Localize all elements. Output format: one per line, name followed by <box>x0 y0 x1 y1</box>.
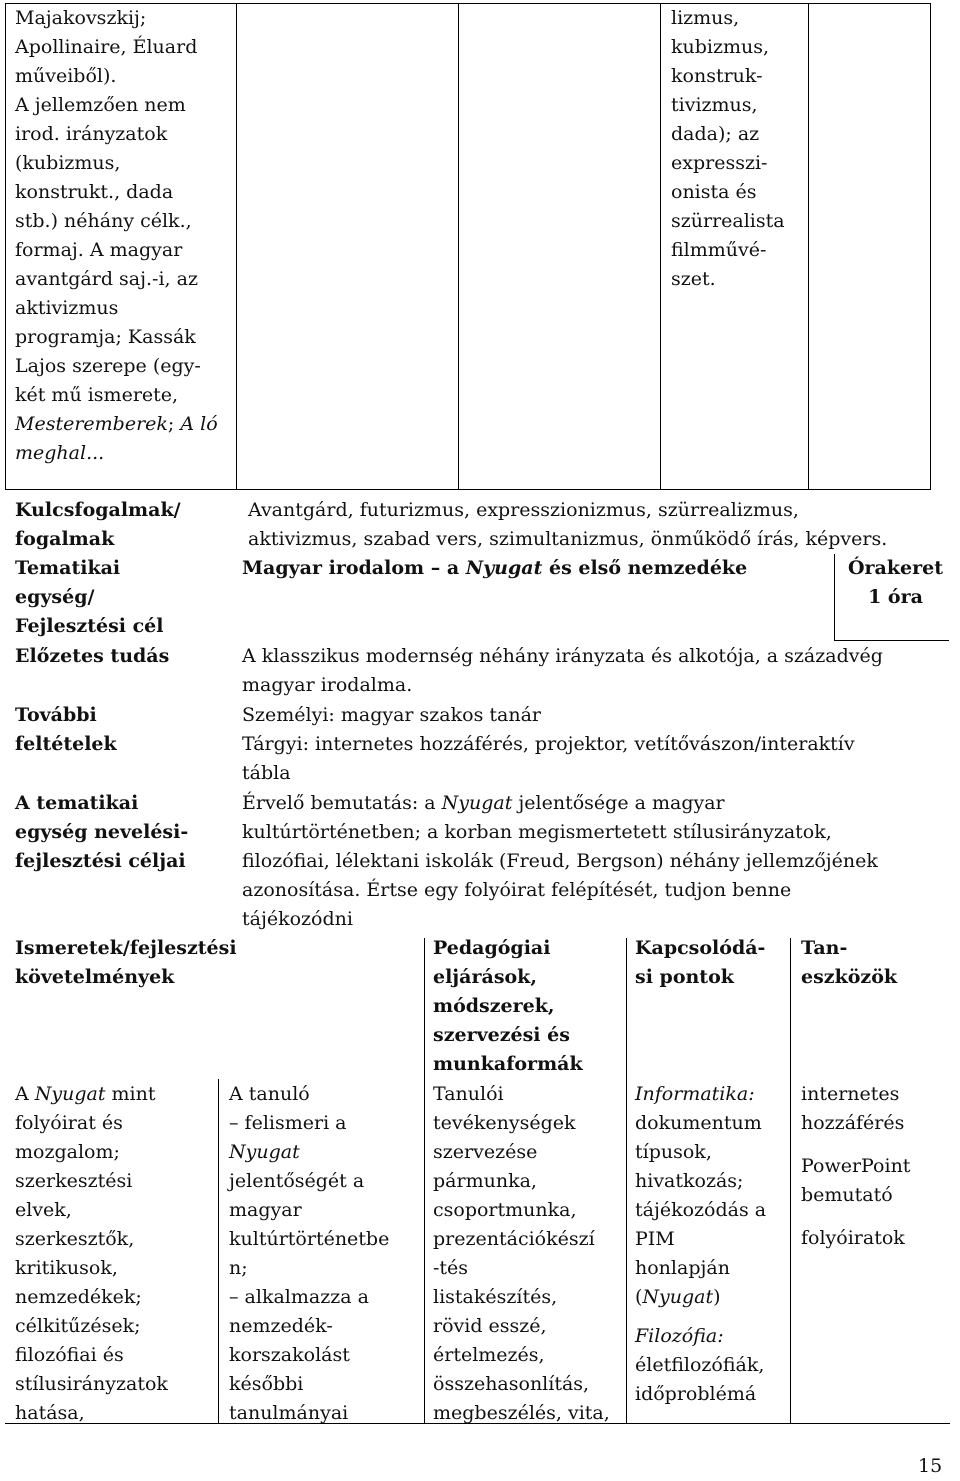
text-line: Tárgyi: internetes hozzáférés, projektor, vetítővászon/interaktív <box>242 733 855 755</box>
text-line: kritikusok, <box>15 1257 118 1279</box>
col-divider <box>790 938 791 1423</box>
separator: ; <box>167 413 181 435</box>
text-line <box>635 1283 790 1312</box>
text-line: dada); az <box>671 123 760 145</box>
text-line: (kubizmus, <box>15 152 121 174</box>
text-line: szürrealista <box>671 210 785 232</box>
text-line: magyar irodalma. <box>242 674 413 696</box>
text-part: mint <box>105 1083 156 1105</box>
elozetes-label: Előzetes tudás <box>15 645 170 667</box>
text-line: konstrukt., dada <box>15 181 174 203</box>
text-line: műveiből). <box>15 65 117 87</box>
text-line: korszakolást <box>229 1344 350 1366</box>
header-line: eszközök <box>801 966 898 988</box>
text-line: kultúrtörténetben; a korban megismertetett stílusirányzatok, <box>242 821 832 843</box>
text-line: hivatkozás; <box>635 1170 744 1192</box>
text-line: – felismeri a <box>229 1112 347 1134</box>
text-line: rövid esszé, <box>433 1315 547 1337</box>
text-line: stílusirányzatok <box>15 1373 168 1395</box>
text-line: Lajos szerepe (egy- <box>15 355 201 377</box>
col-divider <box>660 3 661 490</box>
kapcsolodasi-header <box>635 934 790 992</box>
text-line: kultúrtörténetbe <box>229 1228 390 1250</box>
text-line: két mű ismerete, <box>15 384 179 406</box>
text-line: programja; Kassák <box>15 326 196 348</box>
header-line: eljárások, <box>433 966 537 988</box>
text-line: filmművé- <box>671 239 767 261</box>
text-line: összehasonlítás, <box>433 1373 590 1395</box>
text-line: avantgárd saj.-i, az <box>15 268 198 290</box>
page-number: 15 <box>918 1455 943 1477</box>
text-line: típusok, <box>635 1141 712 1163</box>
header-line: munkaformák <box>433 1053 583 1075</box>
text-line: életfilozófiák, <box>635 1354 765 1376</box>
text-line <box>15 410 235 439</box>
text-line: A tanuló <box>229 1083 310 1105</box>
celok-text <box>242 789 952 934</box>
header-line: Pedagógiai <box>433 937 551 959</box>
col-divider <box>458 3 459 490</box>
text-line: szervezése <box>433 1141 538 1163</box>
text-line: expresszi- <box>671 152 768 174</box>
text-line: megbeszélés, vita, <box>433 1402 610 1424</box>
text-line: Avantgárd, futurizmus, expresszionizmus, szürrealizmus, <box>248 499 799 521</box>
text-line: szerkesztők, <box>15 1228 135 1250</box>
label-line: Fejlesztési cél <box>15 615 164 637</box>
paren: ) <box>713 1286 721 1308</box>
text-line: onista és <box>671 181 757 203</box>
label-line: fogalmak <box>15 528 115 550</box>
title-text: és első nemzedéke <box>542 557 748 579</box>
text-part: jelentősége a magyar <box>512 792 725 814</box>
bottom-col3 <box>433 1080 628 1428</box>
text-line: internetes <box>801 1083 900 1105</box>
kulcsfogalmak-label <box>15 496 235 554</box>
text-line: formaj. A magyar <box>15 239 183 261</box>
title-italic: Nyugat <box>465 557 543 579</box>
text-line: lizmus, <box>671 7 740 29</box>
text-line: dokumentum <box>635 1112 762 1134</box>
spacer <box>801 1138 951 1152</box>
text-line: bemutató <box>801 1184 893 1206</box>
text-line: kubizmus, <box>671 36 770 58</box>
text-line: Tanulói <box>433 1083 504 1105</box>
text-line: filozófiai, lélektani iskolák (Freud, Bergson) néhány jellemzőjének <box>242 850 878 872</box>
hours-label: Órakeret <box>848 557 943 579</box>
text-line: nemzedék- <box>229 1315 333 1337</box>
work-title: A ló <box>180 413 218 435</box>
text-line: azonosítása. Értse egy folyóirat felépítését, tudjon benne <box>242 879 792 901</box>
bottom-col4 <box>635 1080 790 1409</box>
text-line: irod. irányzatok <box>15 123 168 145</box>
hours-box-bottom <box>834 640 949 641</box>
text-line: folyóirat és <box>15 1112 123 1134</box>
hours-box <box>838 554 953 612</box>
bottom-col1 <box>15 1080 215 1428</box>
tovabbi-label <box>15 701 235 759</box>
text-line: Személyi: magyar szakos tanár <box>242 704 541 726</box>
text-line: célkitűzések; <box>15 1315 141 1337</box>
header-line: szervezési és <box>433 1024 570 1046</box>
tovabbi-text <box>242 701 952 788</box>
text-line: honlapján <box>635 1257 730 1279</box>
text-line: A klasszikus modernség néhány irányzata és alkotója, a századvég <box>242 645 883 667</box>
text-line: Majakovszkij; <box>15 7 147 29</box>
text-line: filozófiai és <box>15 1344 124 1366</box>
text-italic: Nyugat <box>34 1083 106 1105</box>
ismeretek-header <box>15 934 415 992</box>
text-line: nemzedékek; <box>15 1286 142 1308</box>
text-line: értelmezés, <box>433 1344 545 1366</box>
paren: ( <box>635 1286 643 1308</box>
celok-label <box>15 789 235 876</box>
spacer <box>635 1312 790 1322</box>
table-border-right-top <box>930 3 931 490</box>
header-line: Tan- <box>801 937 848 959</box>
text-line: listakészítés, <box>433 1286 558 1308</box>
text-line: PIM <box>635 1228 675 1250</box>
col-divider <box>218 1079 219 1423</box>
text-line: pármunka, <box>433 1170 537 1192</box>
text-line: hatása, <box>15 1402 85 1424</box>
pedagogiai-header <box>433 934 623 1079</box>
top-col1-text <box>15 4 235 468</box>
subject-label: Filozófia: <box>635 1325 724 1347</box>
header-line: követelmények <box>15 966 175 988</box>
label-line: Kulcsfogalmak/ <box>15 499 181 521</box>
text-line: tivizmus, <box>671 94 758 116</box>
text-part: Érvelő bemutatás: a <box>242 792 442 814</box>
text-part: A <box>15 1083 35 1105</box>
text-line: elvek, <box>15 1199 72 1221</box>
bottom-col5 <box>801 1080 951 1253</box>
text-line: – alkalmazza a <box>229 1286 369 1308</box>
hours-box-left <box>834 554 835 641</box>
subject-label: Informatika: <box>635 1083 755 1105</box>
text-line: magyar <box>229 1199 302 1221</box>
taneszkozok-header <box>801 934 951 992</box>
label-line: egység/ <box>15 586 95 608</box>
top-col4-text <box>671 4 806 294</box>
kulcsfogalmak-text <box>248 496 948 554</box>
text-line: stb.) néhány célk., <box>15 210 192 232</box>
title-text: Magyar irodalom – a <box>242 557 466 579</box>
table-border-left-top <box>5 3 6 490</box>
header-line: si pontok <box>635 966 734 988</box>
text-line: mozgalom; <box>15 1141 120 1163</box>
text-line: tanulmányai <box>229 1402 349 1424</box>
text-line: aktivizmus <box>15 297 119 319</box>
label-line: feltételek <box>15 733 117 755</box>
text-line: szerkesztési <box>15 1170 133 1192</box>
work-title: Mesteremberek <box>15 413 168 435</box>
text-line: prezentációkészí <box>433 1228 595 1250</box>
elozetes-text <box>242 642 952 700</box>
header-line: Kapcsolódá- <box>635 937 766 959</box>
text-line: szet. <box>671 268 716 290</box>
text-line: konstruk- <box>671 65 763 87</box>
text-line: Apollinaire, Éluard <box>15 36 198 58</box>
tematikai-label <box>15 554 235 641</box>
col-divider <box>424 938 425 1423</box>
label-line: fejlesztési céljai <box>15 850 186 872</box>
hours-value: 1 óra <box>868 586 923 608</box>
label-line: egység nevelési- <box>15 821 189 843</box>
bottom-col2 <box>229 1080 424 1428</box>
text-line: PowerPoint <box>801 1155 911 1177</box>
text-line: tábla <box>242 762 291 784</box>
text-italic: Nyugat <box>642 1286 714 1308</box>
text-line: tájékozódni <box>242 908 353 930</box>
header-line: módszerek, <box>433 995 555 1017</box>
work-title: meghal... <box>15 442 105 464</box>
spacer <box>801 1210 951 1224</box>
text-italic: Nyugat <box>229 1141 300 1163</box>
col-divider <box>236 3 237 490</box>
text-line: későbbi <box>229 1373 304 1395</box>
text-italic: Nyugat <box>441 792 513 814</box>
row-divider <box>5 489 930 490</box>
col-divider <box>808 3 809 490</box>
header-line: Ismeretek/fejlesztési <box>15 937 237 959</box>
label-line: További <box>15 704 97 726</box>
text-line: aktivizmus, szabad vers, szimultanizmus, önműködő írás, képvers. <box>248 528 888 550</box>
text-line: jelentőségét a <box>229 1170 365 1192</box>
text-line: folyóiratok <box>801 1227 905 1249</box>
text-line: időproblémá <box>635 1383 757 1405</box>
text-line: csoportmunka, <box>433 1199 577 1221</box>
tematikai-title <box>242 554 832 583</box>
text-line: tevékenységek <box>433 1112 576 1134</box>
label-line: Tematikai <box>15 557 121 579</box>
text-line <box>242 789 952 818</box>
text-line <box>15 1080 215 1109</box>
text-line: tájékozódás a <box>635 1199 767 1221</box>
text-line: n; <box>229 1257 248 1279</box>
text-line: hozzáférés <box>801 1112 905 1134</box>
label-line: A tematikai <box>15 792 139 814</box>
text-line: A jellemzően nem <box>15 94 186 116</box>
text-line: -tés <box>433 1257 469 1279</box>
